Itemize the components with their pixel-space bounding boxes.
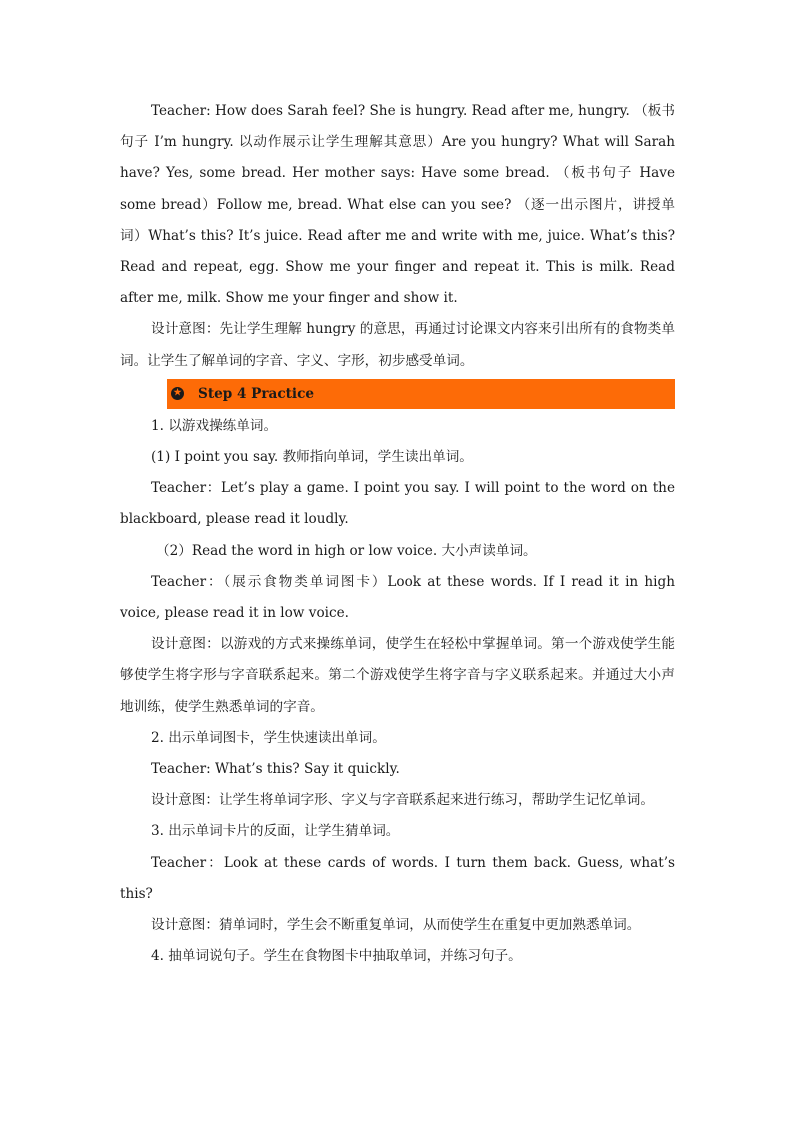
teacher-dialogue-paragraph: Teacher：（展示食物类单词图卡）Look at these words. If I read it in high voice, please read it in low voice. — [120, 573, 675, 622]
teacher-dialogue-paragraph: Teacher: What’s this? Say it quickly. — [151, 761, 400, 778]
star-circle-icon: ★ — [171, 387, 184, 400]
list-item: 1. 以游戏操练单词。 — [151, 417, 278, 434]
design-intent-paragraph: 设计意图：以游戏的方式来操练单词，使学生在轻松中掌握单词。第一个游戏使学生能够使学生将字形与字音联系起来。第二个游戏使学生将字音与字义联系起来。并通过大小声地训练，使学生熟悉单词的字音。 — [120, 636, 675, 715]
list-item: （2）Read the word in high or low voice. 大小声读单词。 — [156, 542, 537, 559]
teacher-dialogue-paragraph: Teacher: How does Sarah feel? She is hungry. Read after me, hungry. （板书句子 I’m hungry. 以动作展示让学生理解其意思）Are you hungry? What will Sarah have? Yes, some bread. Her mother says: Have some bread. （板书句子 Have some bread）Follow me, bread. What else can you see? （逐一出示图片，讲授单词）What’s this? It’s juice. Read after me and write with me, juice. What’s this? Read and repeat, egg. Show me your finger and repeat it. This is milk. Read after me, milk. Show me your finger and show it. — [120, 103, 675, 307]
list-item: 3. 出示单词卡片的反面，让学生猜单词。 — [151, 823, 400, 840]
step-4-practice-heading — [167, 379, 675, 409]
design-intent-paragraph: 设计意图：先让学生理解 hungry 的意思，再通过讨论课文内容来引出所有的食物类单词。让学生了解单词的字音、字义、字形，初步感受单词。 — [120, 321, 675, 369]
design-intent-paragraph: 设计意图：让学生将单词字形、字义与字音联系起来进行练习，帮助学生记忆单词。 — [151, 792, 654, 809]
list-item: 4. 抽单词说句子。学生在食物图卡中抽取单词，并练习句子。 — [151, 948, 522, 965]
teacher-dialogue-paragraph: Teacher：Let’s play a game. I point you say. I will point to the word on the blackboard, please read it loudly. — [120, 480, 675, 528]
teacher-dialogue-paragraph: Teacher：Look at these cards of words. I turn them back. Guess, what’s this? — [120, 854, 675, 902]
step-heading-label: Step 4 Practice — [198, 385, 315, 402]
list-item: 2. 出示单词图卡，学生快速读出单词。 — [151, 729, 386, 746]
lesson-plan-body — [120, 96, 675, 972]
list-item: (1) I point you say. 教师指向单词，学生读出单词。 — [151, 449, 473, 466]
design-intent-paragraph: 设计意图：猜单词时，学生会不断重复单词，从而使学生在重复中更加熟悉单词。 — [151, 917, 641, 934]
